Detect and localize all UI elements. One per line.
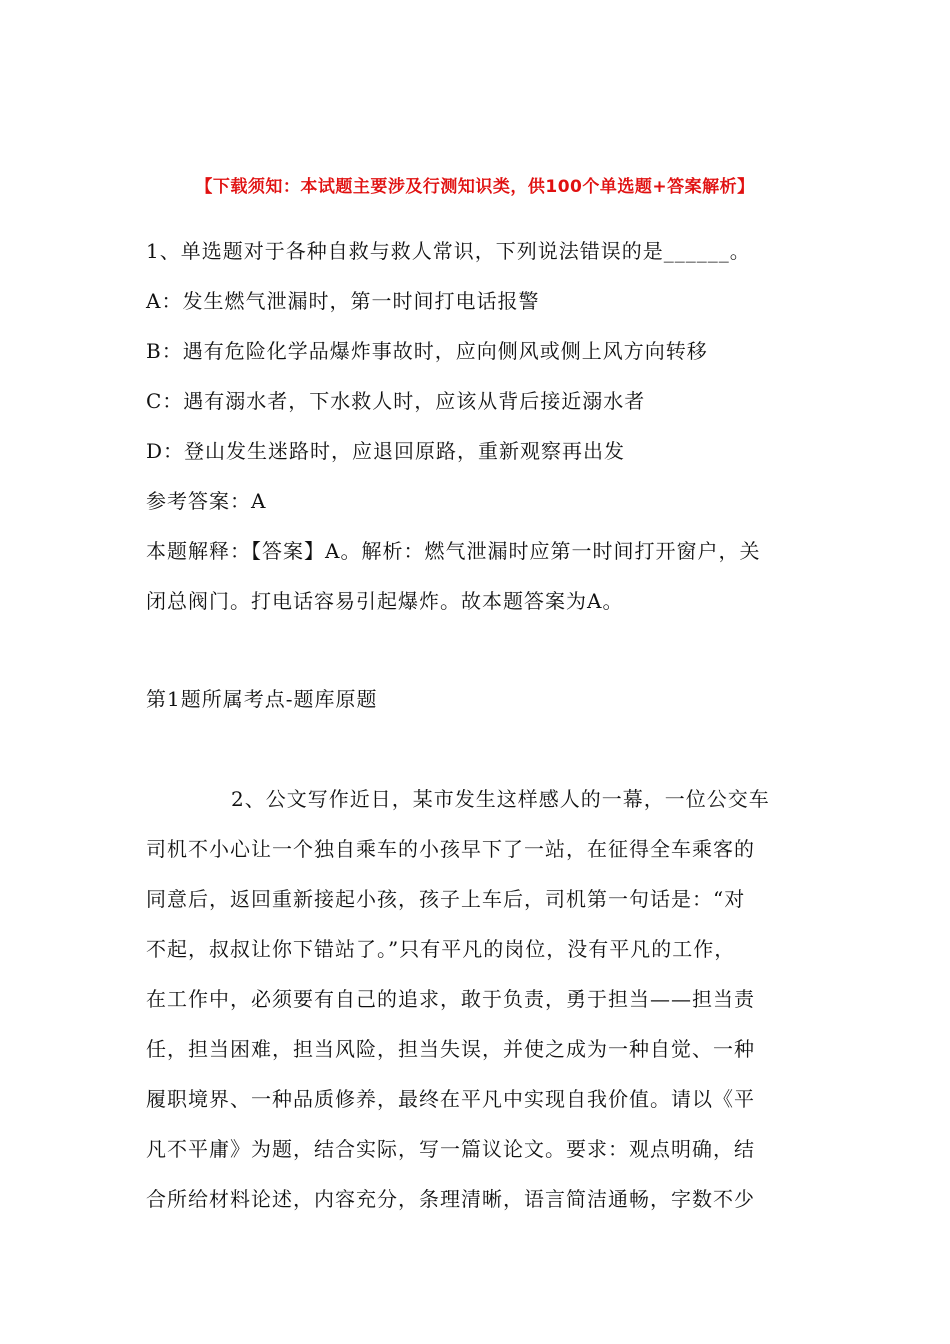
explanation-line-1: 本题解释：【答案】A。解析：燃气泄漏时应第一时间打开窗户，关 (146, 539, 761, 563)
question-1-topic: 第1题所属考点-题库原题 (146, 687, 378, 711)
question-2-line: 司机不小心让一个独自乘车的小孩早下了一站，在征得全车乘客的 (146, 837, 755, 861)
explanation-line-2: 闭总阀门。打电话容易引起爆炸。故本题答案为A。 (146, 589, 624, 613)
option-d: D：登山发生迷路时，应退回原路，重新观察再出发 (146, 439, 626, 463)
question-1-stem: 1、单选题对于各种自救与救人常识，下列说法错误的是______。 (146, 239, 751, 263)
question-2-line: 凡不平庸》为题，结合实际，写一篇议论文。要求：观点明确，结 (146, 1137, 755, 1161)
reference-answer: 参考答案：A (146, 489, 267, 513)
download-notice: 【下载须知：本试题主要涉及行测知识类，供100个单选题+答案解析】 (195, 177, 755, 197)
question-2-line: 任，担当困难，担当风险，担当失误，并使之成为一种自觉、一种 (146, 1037, 755, 1061)
question-2-line: 不起，叔叔让你下错站了。”只有平凡的岗位，没有平凡的工作， (146, 937, 736, 961)
question-2-line: 2、公文写作近日，某市发生这样感人的一幕，一位公交车 (231, 787, 770, 811)
question-2-line: 合所给材料论述，内容充分，条理清晰，语言简洁通畅，字数不少 (146, 1187, 755, 1211)
option-b: B：遇有危险化学品爆炸事故时，应向侧风或侧上风方向转移 (146, 339, 708, 363)
option-a: A：发生燃气泄漏时，第一时间打电话报警 (146, 289, 540, 313)
option-c: C：遇有溺水者，下水救人时，应该从背后接近溺水者 (146, 389, 646, 413)
question-2-line: 履职境界、一种品质修养，最终在平凡中实现自我价值。请以《平 (146, 1087, 755, 1111)
question-2-line: 同意后，返回重新接起小孩，孩子上车后，司机第一句话是：“对 (146, 887, 746, 911)
question-2-line: 在工作中，必须要有自己的追求，敢于负责，勇于担当——担当责 (146, 987, 755, 1011)
